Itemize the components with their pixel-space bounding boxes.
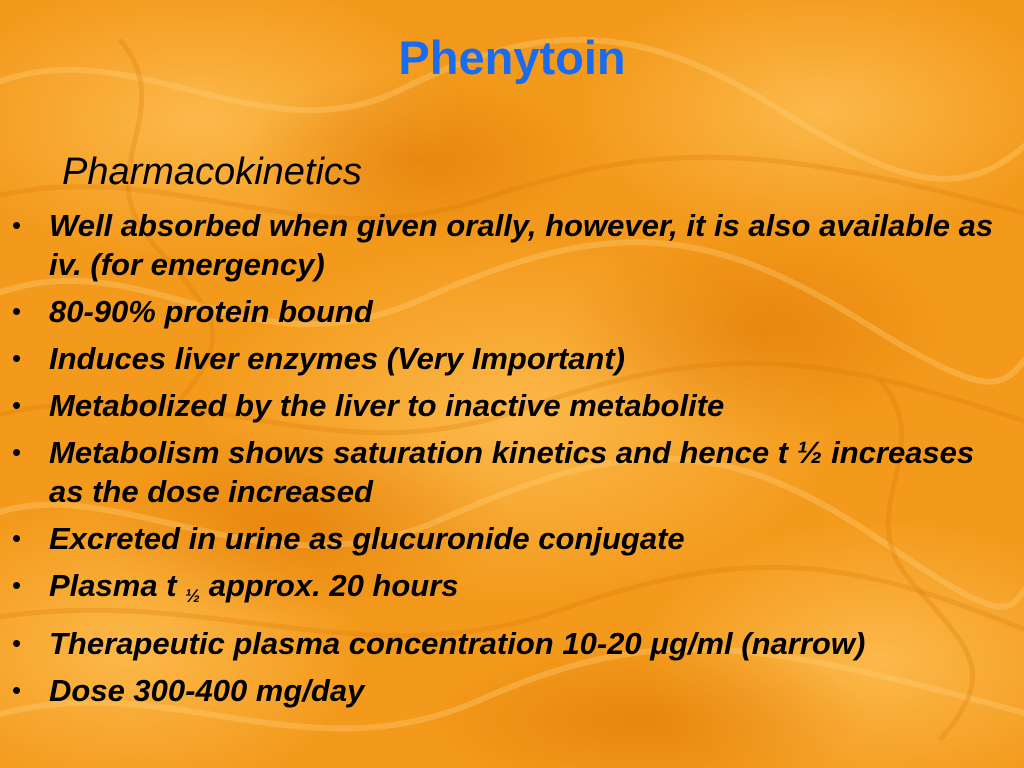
bullet-text: Metabolism shows saturation kinetics and hence t ½ increases as the dose increased: [49, 435, 975, 509]
bullet-item: [0, 519, 1000, 558]
bullet-icon: •: [12, 390, 22, 420]
bullet-item: [0, 433, 1000, 511]
bullet-icon: •: [12, 570, 22, 600]
bullet-item: [0, 624, 1000, 663]
bullet-icon: •: [12, 210, 22, 240]
bullet-item: [0, 339, 1000, 378]
bullet-item: [0, 292, 1000, 331]
bullet-text: Induces liver enzymes (Very Important): [49, 341, 625, 376]
bullet-text: Well absorbed when given orally, however, it is also available as iv. (for emergency): [49, 208, 994, 282]
bullet-text: Therapeutic plasma concentration 10-20 μg/ml (narrow): [49, 626, 866, 661]
bullet-icon: •: [12, 437, 22, 467]
bullet-item: [0, 386, 1000, 425]
half-subscript: ½: [185, 586, 201, 606]
bullet-text-start: Plasma t: [49, 568, 186, 603]
section-heading: Pharmacokinetics: [62, 151, 362, 193]
bullet-icon: •: [12, 628, 22, 658]
bullet-item: [0, 671, 1000, 710]
bullet-text: Dose 300-400 mg/day: [49, 673, 365, 708]
bullet-item: [0, 206, 1000, 284]
bullet-icon: •: [12, 343, 22, 373]
slide-title: Phenytoin: [398, 31, 626, 84]
bullet-text-end: approx. 20 hours: [200, 568, 459, 603]
bullet-text: Excreted in urine as glucuronide conjugate: [49, 521, 685, 556]
bullet-icon: •: [12, 675, 22, 705]
bullet-icon: •: [12, 523, 22, 553]
bullet-list: [0, 206, 1000, 718]
bullet-icon: •: [12, 296, 22, 326]
bullet-text: Metabolized by the liver to inactive metabolite: [49, 388, 725, 423]
bullet-item: [0, 566, 1000, 616]
bullet-text: 80-90% protein bound: [49, 294, 373, 329]
